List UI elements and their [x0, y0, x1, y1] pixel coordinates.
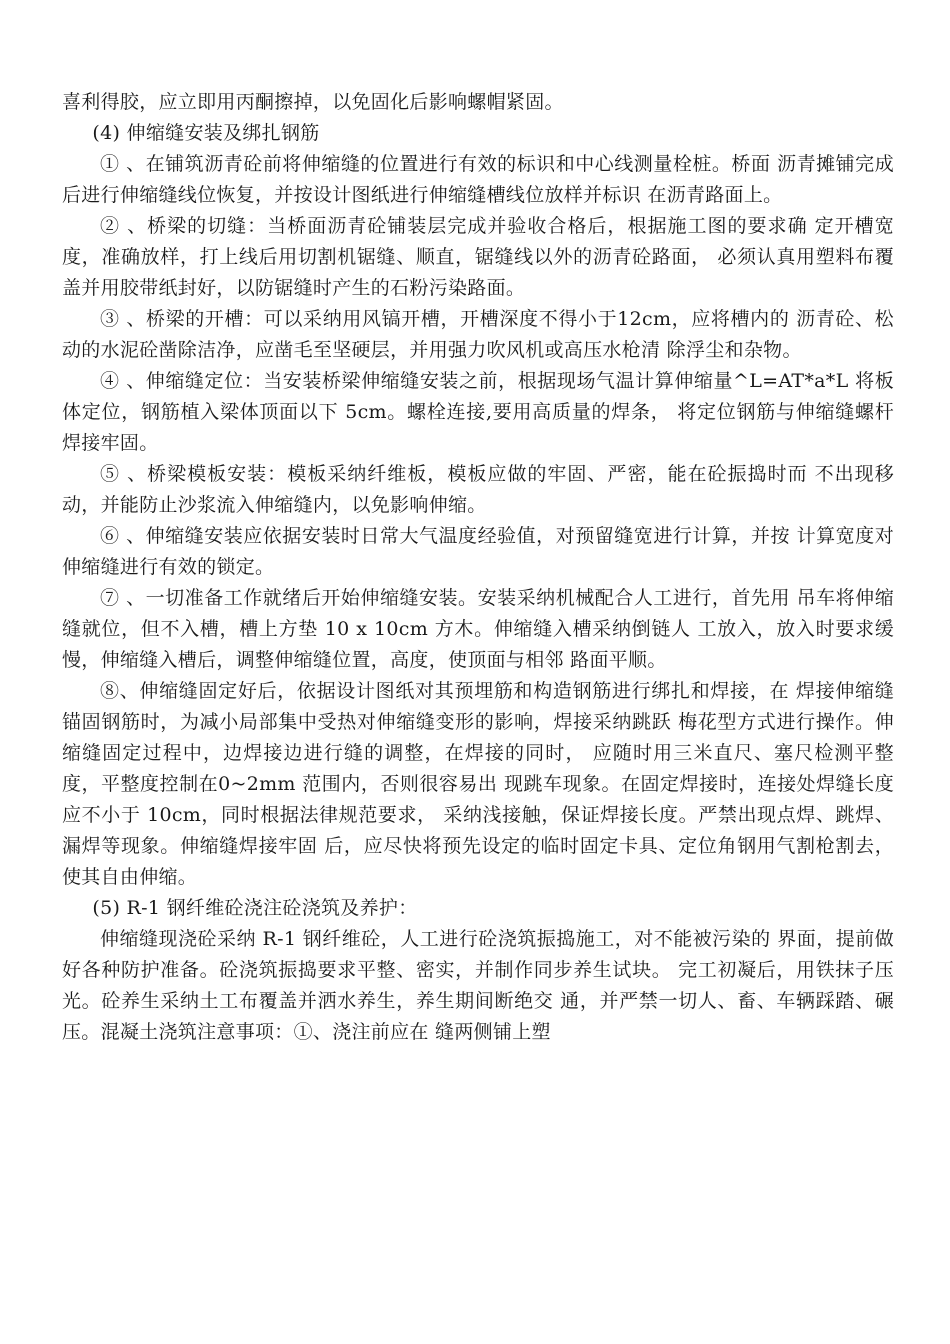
body-paragraph-continuation: 喜利得胶，应立即用丙酮擦掉，以免固化后影响螺帽紧固。 — [62, 91, 564, 113]
body-paragraph-item-3: ③ 、桥梁的开槽：可以采纳用风镐开槽，开槽深度不得小于12cm，应将槽内的 沥青砼、松动的水泥砼凿除洁净，应凿毛至坚硬层，并用强力吹风机或高压水枪清 除浮尘和杂物。 — [62, 308, 894, 361]
body-paragraph-item-1: ① 、在铺筑沥青砼前将伸缩缝的位置进行有效的标识和中心线测量栓桩。桥面 沥青摊铺完成后进行伸缩缝线位恢复，并按设计图纸进行伸缩缝槽线位放样并标识 在沥青路面上。 — [62, 153, 894, 206]
body-paragraph-item-6: ⑥ 、伸缩缝安装应依据安装时日常大气温度经验值，对预留缝宽进行计算，并按 计算宽度对伸缩缝进行有效的锁定。 — [62, 525, 894, 578]
body-paragraph-casting: 伸缩缝现浇砼采纳 R-1 钢纤维砼，人工进行砼浇筑振捣施工，对不能被污染的 界面，提前做好各种防护准备。砼浇筑振捣要求平整、密实，并制作同步养生试块。 完工初凝后，用铁抹子压光。砼养生采纳土工布覆盖并洒水养生，养生期间断绝交 通，并严禁一切人、畜、车辆踩踏、碾压。混凝土浇筑注意事项：①、浇注前应在 缝两侧铺上塑 — [62, 928, 894, 1043]
body-paragraph-item-5: ⑤ 、桥梁模板安装：模板采纳纤维板，模板应做的牢固、严密，能在砼振捣时而 不出现移动，并能防止沙浆流入伸缩缝内，以免影响伸缩。 — [62, 463, 894, 516]
body-paragraph-item-7: ⑦ 、一切准备工作就绪后开始伸缩缝安装。安装采纳机械配合人工进行，首先用 吊车将伸缩缝就位，但不入槽，槽上方垫 10 x 10cm 方木。伸缩缝入槽采纳倒链人 工放入，放入时要求缓慢，伸缩缝入槽后，调整伸缩缝位置，高度，使顶面与相邻 路面平顺。 — [62, 587, 894, 671]
section-heading-4: (4) 伸缩缝安装及绑扎钢筋 — [92, 122, 320, 144]
body-paragraph-item-4: ④ 、伸缩缝定位：当安装桥梁伸缩缝安装之前，根据现场气温计算伸缩量^L=AT*a*L 将板体定位，钢筋植入梁体顶面以下 5cm。螺栓连接,要用高质量的焊条， 将定位钢筋与伸缩缝螺杆焊接牢固。 — [62, 370, 894, 454]
body-paragraph-item-8: ⑧、伸缩缝固定好后，依据设计图纸对其预埋筋和构造钢筋进行绑扎和焊接，在 焊接伸缩缝锚固钢筋时，为减小局部集中受热对伸缩缝变形的影响，焊接采纳跳跃 梅花型方式进行操作。伸缩缝固定过程中，边焊接边进行缝的调整，在焊接的同时， 应随时用三米直尺、塞尺检测平整度，平整度控制在0~2mm 范围内，否则很容易出 现跳车现象。在固定焊接时，连接处焊缝长度应不小于 10cm，同时根据法律规范要求， 采纳浅接触，保证焊接长度。严禁出现点焊、跳焊、漏焊等现象。伸缩缝焊接牢固 后，应尽快将预先设定的临时固定卡具、定位角钢用气割枪割去，使其自由伸缩。 — [62, 680, 894, 888]
section-heading-5: (5) R-1 钢纤维砼浇注砼浇筑及养护： — [92, 897, 418, 919]
document-page — [62, 87, 894, 1048]
body-paragraph-item-2: ② 、桥梁的切缝：当桥面沥青砼铺装层完成并验收合格后，根据施工图的要求确 定开槽宽度，准确放样，打上线后用切割机锯缝、顺直，锯缝线以外的沥青砼路面， 必须认真用塑料布覆盖并用胶带纸封好，以防锯缝时产生的石粉污染路面。 — [62, 215, 894, 299]
